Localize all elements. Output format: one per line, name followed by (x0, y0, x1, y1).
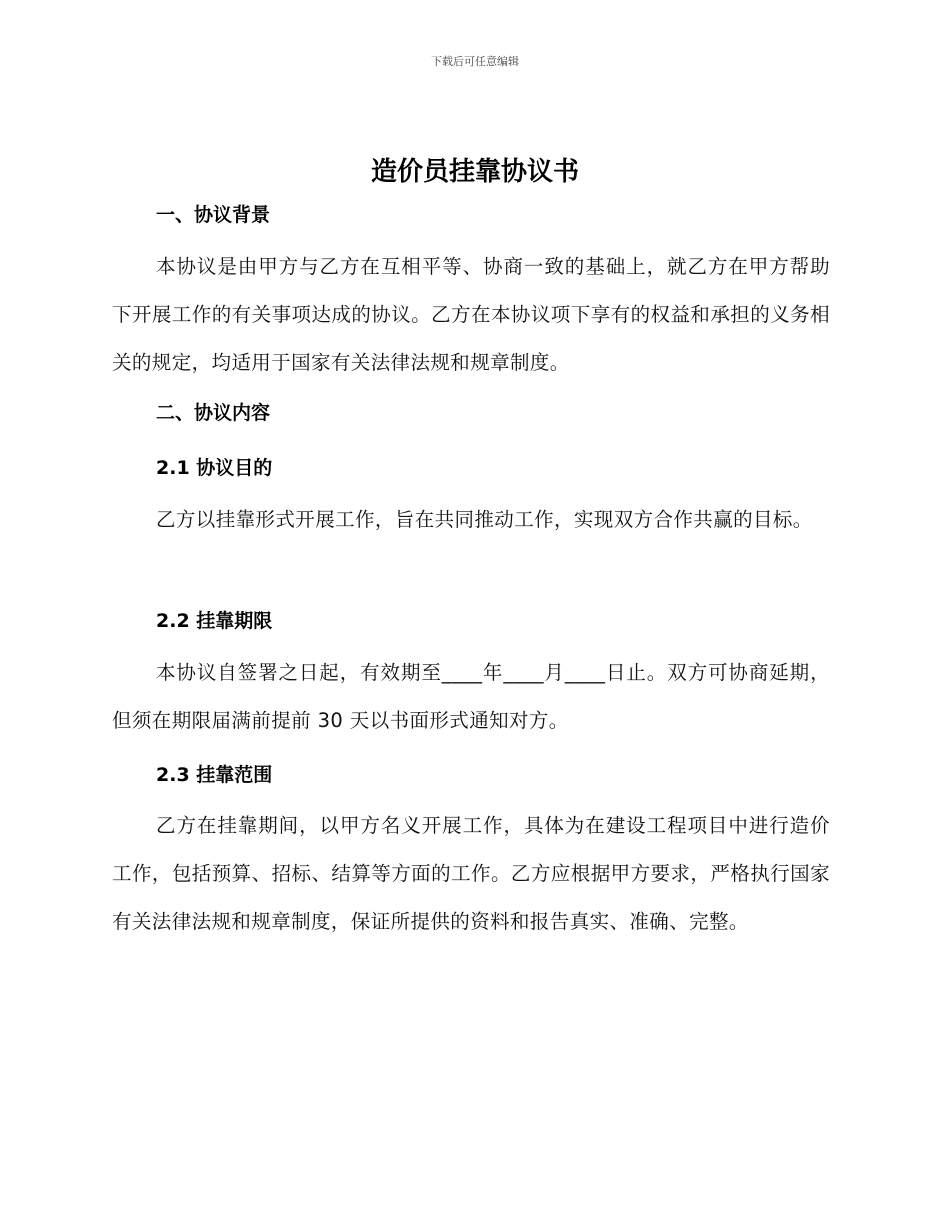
subsection-heading-scope: 2.3 挂靠范围 (156, 764, 273, 786)
section-heading-background: 一、协议背景 (156, 204, 271, 226)
paragraph-term: 本协议自签署之日起，有效期至____年____月____日止。双方可协商延期，但须在期限届满前提前 30 天以书面形式通知对方。 (112, 661, 830, 732)
section-heading-content: 二、协议内容 (156, 402, 271, 424)
subsection-heading-purpose: 2.1 协议目的 (156, 457, 273, 479)
paragraph-purpose: 乙方以挂靠形式开展工作，旨在共同推动工作，实现双方合作共赢的目标。 (156, 508, 813, 531)
subsection-heading-term: 2.2 挂靠期限 (156, 610, 273, 632)
paragraph-scope: 乙方在挂靠期间，以甲方名义开展工作，具体为在建设工程项目中进行造价工作，包括预算、招标、结算等方面的工作。乙方应根据甲方要求，严格执行国家有关法律法规和规章制度，保证所提供的资料和报告真实、准确、完整。 (112, 814, 830, 933)
document-title: 造价员挂靠协议书 (370, 157, 579, 187)
header-note: 下载后可任意编辑 (431, 55, 519, 68)
paragraph-background: 本协议是由甲方与乙方在互相平等、协商一致的基础上，就乙方在甲方帮助下开展工作的有关事项达成的协议。乙方在本协议项下享有的权益和承担的义务相关的规定，均适用于国家有关法律法规和规章制度。 (112, 255, 830, 374)
